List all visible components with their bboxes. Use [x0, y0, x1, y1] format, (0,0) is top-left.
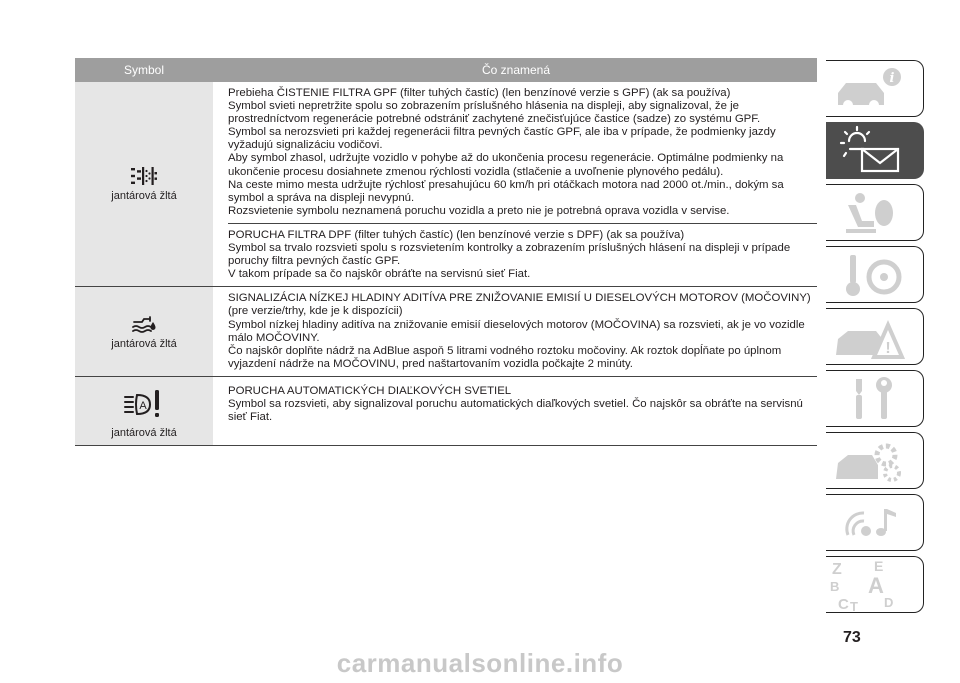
tab-technical-data[interactable] — [826, 432, 924, 489]
table-row — [75, 287, 817, 377]
symbol-cell — [75, 377, 213, 445]
symbol-color-label: jantárová žltá — [111, 337, 177, 350]
tab-starting-driving[interactable] — [826, 246, 924, 303]
tab-maintenance[interactable] — [826, 370, 924, 427]
alphabetical-index-icon — [826, 557, 924, 613]
meaning-cell — [215, 287, 817, 376]
svg-text:i: i — [889, 71, 895, 86]
wrench-tools-icon — [826, 371, 924, 427]
key-steering-wheel-icon — [826, 247, 924, 303]
warning-lights-table — [75, 58, 817, 446]
index-letter: T — [850, 599, 858, 614]
car-gears-icon — [826, 433, 924, 489]
meaning-block: PORUCHA FILTRA DPF (filter tuhých častíc) (len benzínové verzie s DPF) (ak sa používa) Symbol sa trvalo rozsvieti spolu s rozsvietením kontrolky a zobrazením príslušných hlásení na displeji v prípade poruchy filtra pevných častíc GPF. V takom prípade sa čo najskôr obráťte na servisnú sieť Fiat. — [228, 223, 817, 286]
symbol-color-label: jantárová žltá — [111, 190, 177, 203]
car-info-icon — [826, 61, 924, 117]
header-meaning: Čo znamená — [481, 63, 551, 77]
meaning-block: Prebieha ČISTENIE FILTRA GPF (filter tuhých častíc) (len benzínové verzie s GPF) (ak sa používa) Symbol svieti nepretržite spolu so zobrazením príslušného hlásenia na displeji, aby signalizoval, že je prostredníctvom regenerácie potrebné odstrániť zachytené znečisťujúce častice (sadze) zo systému GPF. Symbol sa nerozsvieti pri každej regenerácii filtra pevných častíc GPF, ale iba v prípade, že podmienky jazdy vyžadujú signalizáciu vodičovi. Aby symbol zhasol, udržujte vozidlo v pohybe až do ukončenia procesu regenerácie. Optimálne podmienky na ukončenie procesu dosiahnete zmenou rýchlosti vozidla (stlačenie a uvoľnenie plynového pedálu). Na ceste mimo mesta udržujte rýchlosť presahujúcu 60 km/h pri otáčkach motora nad 2000 ot./min., dokým sa symbol a správa na displeji nevypnú. Rozsvietenie symbolu neznamená poruchu vozidla a preto nie je potrebná oprava vozidla v servise. — [228, 87, 784, 217]
index-letter: C — [838, 596, 849, 613]
index-letter: Z — [832, 561, 842, 578]
table-row — [75, 82, 817, 287]
chapter-tabs — [826, 60, 924, 618]
meaning-cell — [215, 82, 817, 286]
symbol-color-label: jantárová žltá — [111, 426, 177, 439]
index-letter: D — [884, 595, 894, 610]
index-letter: A — [868, 573, 884, 598]
seat-airbag-icon — [826, 185, 924, 241]
automatic-headlight-fault-icon — [124, 389, 164, 419]
svg-text:!: ! — [885, 340, 891, 357]
meaning-block: PORUCHA AUTOMATICKÝCH DIAĽKOVÝCH SVETIEL Symbol sa rozsvieti, aby signalizoval poruchu automatických diaľkových svetiel. Čo najskôr sa obráťte na servisnú sieť Fiat. — [228, 384, 803, 424]
header-symbol: Symbol — [123, 63, 164, 77]
index-letter: E — [874, 558, 884, 574]
page-number: 73 — [843, 629, 861, 646]
meaning-block: SIGNALIZÁCIA NÍZKEJ HLADINY ADITÍVA PRE ZNIŽOVANIE EMISIÍ U DIESELOVÝCH MOTOROV (MOČOVINY) (pre verzie/trhy, kde je k dispozícii) Symbol nízkej hladiny aditíva na znižovanie emisií dieselových motorov (MOČOVINA) sa rozsvieti, ak je vo vozidle málo MOČOVINY. Čo najskôr doplňte nádrž na AdBlue aspoň 5 litrami vodného roztoku močoviny. Ak roztok dopĺňate po úplnom vyjazdení nádrže na MOČOVINU, pred naštartovaním vozidla počkajte 2 minúty. — [228, 292, 811, 370]
symbol-cell — [75, 287, 213, 376]
gpf-filter-warning-icon — [131, 166, 157, 186]
adblue-level-icon — [131, 314, 157, 334]
car-breakdown-warning-icon — [826, 309, 924, 365]
index-letter: B — [830, 579, 840, 594]
tab-warning-lights[interactable] — [826, 122, 924, 179]
meaning-cell — [215, 377, 817, 445]
multimedia-music-icon — [826, 495, 924, 551]
warning-lights-message-icon — [826, 123, 924, 179]
symbol-cell — [75, 82, 213, 286]
tab-safety[interactable] — [826, 184, 924, 241]
tab-car-info[interactable] — [826, 60, 924, 117]
watermark: carmanualsonline.info — [336, 648, 624, 678]
tab-emergency[interactable] — [826, 308, 924, 365]
tab-index[interactable] — [826, 556, 924, 613]
tab-multimedia[interactable] — [826, 494, 924, 551]
table-header — [75, 58, 817, 82]
table-row — [75, 377, 817, 446]
svg-text:A: A — [139, 399, 147, 412]
